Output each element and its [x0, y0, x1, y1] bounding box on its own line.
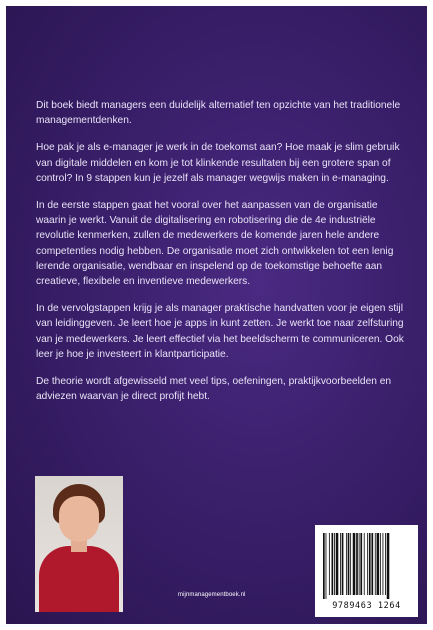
barcode-bar [383, 533, 384, 595]
barcode-bar [350, 533, 351, 595]
barcode-bar [356, 533, 358, 595]
author-photo [35, 476, 123, 612]
blurb-paragraph: In de vervolgstappen krijg je als manager praktische handvatten voor je eigen stijl van leidinggeven. Je leert hoe je apps in kunt zetten. Je werkt toe naar zelfsturing van je medewerkers. Je leert effectief via het beeldscherm te communiceren. Ook leer je hoe je investeert in klantparticipatie. [36, 303, 404, 360]
barcode-bar [359, 533, 360, 595]
author-jacket [39, 546, 119, 612]
barcode-bar [334, 533, 335, 595]
blurb-paragraph: In de eerste stappen gaat het vooral over het aanpassen van de organisatie waarin je werkt. Vanuit de digitalisering en robotisering die de 4e industriële revolutie kenmerken, zullen de medewerkers de komende jaren hele andere competenties nodig hebben. De organisatie moet zich ontwikkelen tot een lenig lerende organisatie, wendbaar en inspelend op de toekomstige behoefte aan creatieve, flexibele en inventieve medewerkers. [36, 200, 394, 288]
blurb-text [36, 98, 406, 416]
barcode-bar [348, 533, 350, 595]
blurb-paragraph: De theorie wordt afgewisseld met veel tips, oefeningen, praktijkvoorbeelden en adviezen waarvan je direct profijt hebt. [36, 376, 392, 403]
barcode-bar [332, 533, 334, 595]
back-cover [6, 6, 427, 624]
barcode-bar [342, 533, 344, 595]
barcode-bar [364, 533, 365, 595]
barcode-bar [329, 533, 330, 595]
barcode-bar [369, 533, 371, 595]
barcode [315, 525, 418, 617]
blurb-paragraph: Dit boek biedt managers een duidelijk alternatief ten opzichte van het traditionele managementdenken. [36, 100, 401, 127]
barcode-bar [336, 533, 339, 595]
barcode-bar [340, 533, 341, 595]
publisher-website: mijnmanagementboek.nl [178, 592, 246, 598]
barcode-bar [360, 533, 362, 595]
blurb-paragraph: Hoe pak je als e-manager je werk in de toekomst aan? Hoe maak je slim gebruik van digitale middelen en kom je tot klinkende resultaten bij een grotere span of control? In 9 stappen kun je jezelf als manager wegwijs maken in e-managing. [36, 142, 400, 184]
barcode-bar [375, 533, 376, 595]
barcode-bar [380, 533, 381, 595]
barcode-bar [326, 533, 327, 599]
barcode-bar [323, 533, 325, 599]
barcode-bars [323, 533, 410, 599]
barcode-bar [385, 533, 386, 595]
barcode-bar [353, 533, 356, 595]
isbn-number: 9789463 1264 [332, 601, 401, 611]
barcode-bar [377, 533, 380, 595]
author-face [59, 496, 99, 542]
barcode-bar [346, 533, 347, 595]
barcode-bar [367, 533, 368, 595]
barcode-bar [387, 533, 390, 599]
barcode-bar [371, 533, 373, 595]
